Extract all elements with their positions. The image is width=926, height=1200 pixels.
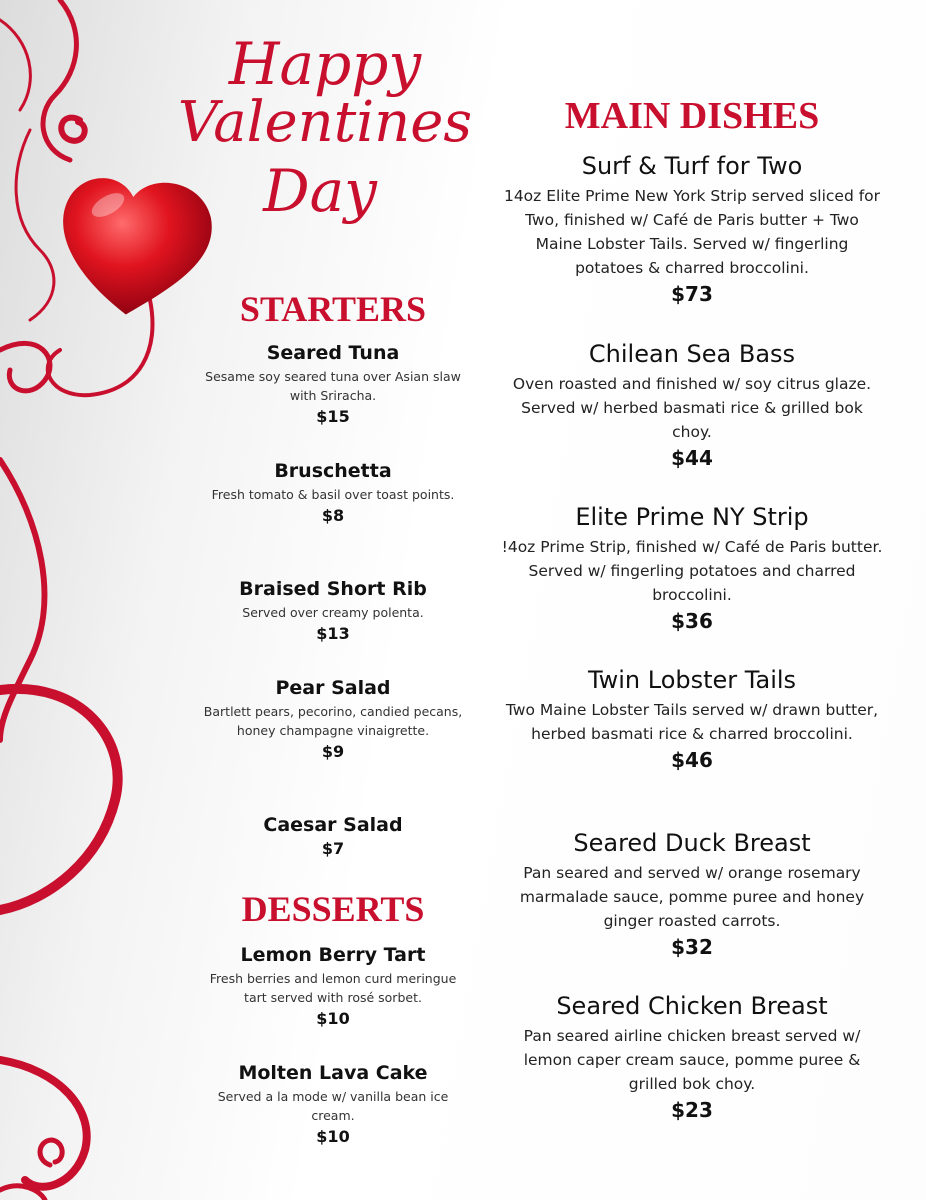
item-name: Chilean Sea Bass	[588, 340, 796, 368]
item-price: $73	[671, 282, 713, 306]
item-description: Fresh berries and lemon curd meringue tart served with rosé sorbet.	[209, 971, 457, 1005]
dessert-item	[200, 944, 466, 1028]
item-description: Oven roasted and finished w/ soy citrus glaze. Served w/ herbed basmati rice & grilled bok choy.	[512, 375, 872, 441]
item-name: Surf & Turf for Two	[581, 152, 803, 180]
item-name: Seared Tuna	[266, 342, 400, 364]
item-description: Sesame soy seared tuna over Asian slaw with Sriracha.	[205, 369, 461, 403]
item-price: $32	[671, 935, 713, 959]
item-name: Braised Short Rib	[239, 578, 427, 600]
starter-item	[200, 814, 466, 858]
item-name: Pear Salad	[275, 677, 391, 699]
item-name: Elite Prime NY Strip	[575, 503, 809, 531]
item-description: Fresh tomato & basil over toast points.	[211, 487, 455, 502]
main-item	[500, 152, 884, 306]
item-price: $8	[321, 506, 345, 525]
item-price: $36	[671, 609, 713, 633]
starter-item	[200, 342, 466, 426]
main-item	[500, 340, 884, 470]
main-item	[500, 992, 884, 1122]
item-description: 14oz Elite Prime New York Strip served sliced for Two, finished w/ Café de Paris butter + Two Maine Lobster Tails. Served w/ fingerling potatoes & charred broccolini.	[503, 187, 881, 277]
title-day: Day	[263, 157, 377, 225]
item-description: Served over creamy polenta.	[242, 605, 424, 620]
item-name: Molten Lava Cake	[238, 1062, 428, 1084]
main-item	[500, 503, 884, 633]
item-price: $23	[671, 1098, 713, 1122]
item-name: Caesar Salad	[263, 814, 403, 836]
starter-item	[200, 578, 466, 643]
starters-heading: STARTERS	[239, 289, 427, 329]
dessert-item	[200, 1062, 466, 1146]
item-price: $7	[321, 839, 345, 858]
item-description: Two Maine Lobster Tails served w/ drawn butter, herbed basmati rice & charred broccolini.	[505, 701, 879, 743]
main-dishes-heading: MAIN DISHES	[564, 95, 820, 137]
starter-item	[200, 677, 466, 761]
item-price: $15	[316, 407, 350, 426]
item-price: $9	[321, 742, 345, 761]
item-description: Pan seared airline chicken breast served w/ lemon caper cream sauce, pomme puree & grilled bok choy.	[523, 1027, 861, 1093]
item-name: Lemon Berry Tart	[240, 944, 426, 966]
starters-list	[200, 342, 466, 862]
main-dishes-list	[500, 152, 884, 1132]
item-description: Bartlett pears, pecorino, candied pecans, honey champagne vinaigrette.	[203, 704, 463, 738]
desserts-list	[200, 944, 466, 1164]
item-price: $44	[671, 446, 713, 470]
main-item	[500, 666, 884, 772]
item-description: Pan seared and served w/ orange rosemary marmalade sauce, pomme puree and honey ginger roasted carrots.	[519, 864, 865, 930]
item-price: $46	[671, 748, 713, 772]
item-name: Twin Lobster Tails	[587, 666, 797, 694]
item-description: Served a la mode w/ vanilla bean ice cream.	[217, 1089, 449, 1123]
item-price: $10	[316, 1009, 350, 1028]
main-item	[500, 829, 884, 959]
item-name: Bruschetta	[274, 460, 392, 482]
item-name: Seared Chicken Breast	[556, 992, 828, 1020]
item-price: $10	[316, 1127, 350, 1146]
starter-item	[200, 460, 466, 525]
item-name: Seared Duck Breast	[573, 829, 811, 857]
heart-shape	[48, 166, 218, 327]
item-price: $13	[316, 624, 350, 643]
desserts-heading: DESSERTS	[241, 889, 425, 929]
title-happy: Happy	[228, 30, 422, 98]
item-description: !4oz Prime Strip, finished w/ Café de Paris butter. Served w/ fingerling potatoes and charred broccolini.	[501, 538, 883, 604]
title-valentines: Valentines	[177, 90, 473, 155]
